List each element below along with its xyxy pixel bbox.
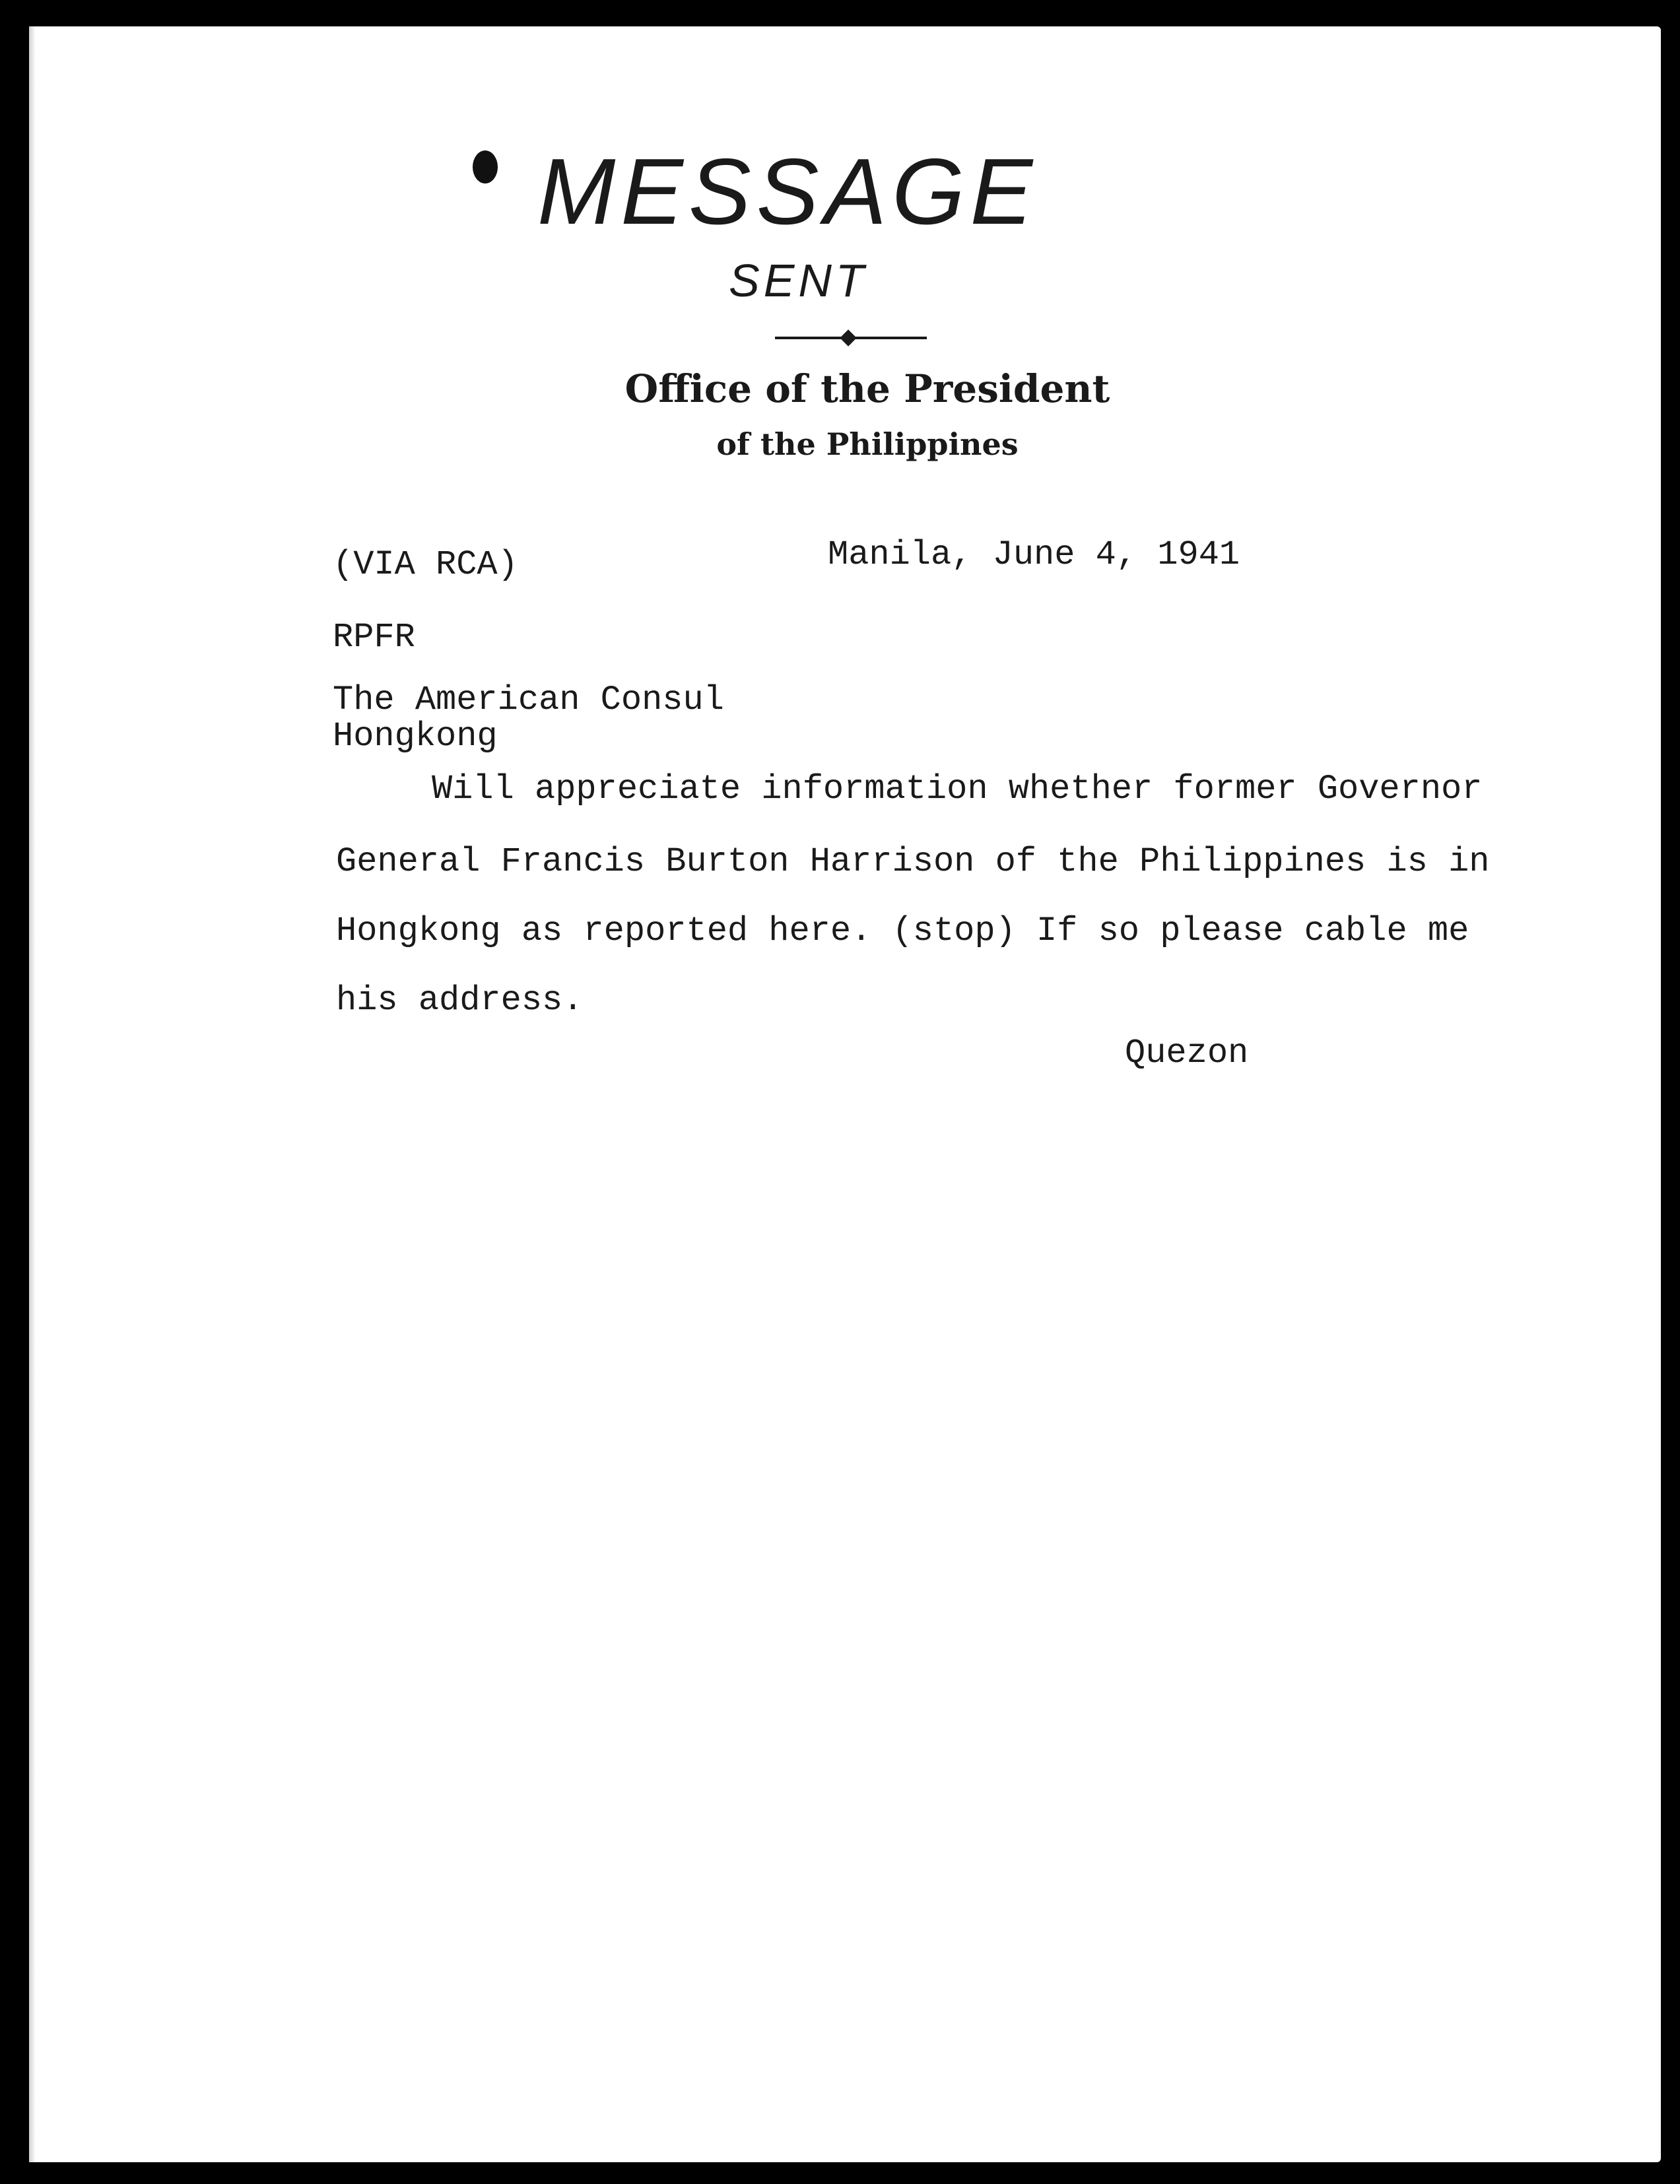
office-line-1: Office of the President [624,366,1110,411]
document-page [29,26,1661,2162]
divider-diamond-ornament [840,329,856,346]
recipient-line-2: Hongkong [333,717,498,756]
message-code: RPFR [333,618,415,657]
office-line-2: of the Philippines [716,426,1019,462]
page-edge-shadow [29,26,36,2162]
letterhead-title: MESSAGE [537,139,1038,244]
dateline: Manila, June 4, 1941 [828,535,1240,574]
signature: Quezon [1125,1034,1249,1073]
body-line-4: his address. [336,981,584,1020]
body-line-3: Hongkong as reported here. (stop) If so please cable me [336,911,1469,950]
letterhead-subtitle: SENT [729,255,868,306]
body-line-2: General Francis Burton Harrison of the Philippines is in [336,842,1490,881]
routing-line: (VIA RCA) [333,545,518,584]
body-line-1: Will appreciate information whether former Governor [432,770,1483,809]
recipient-line-1: The American Consul [333,680,724,719]
punch-mark [473,150,498,183]
